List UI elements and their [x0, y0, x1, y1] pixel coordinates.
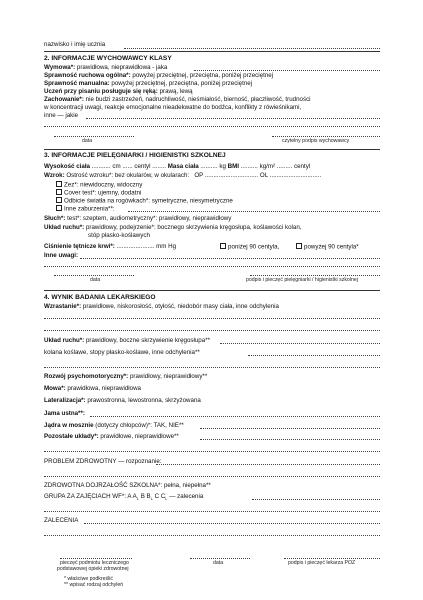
footer-stamp-caption2: podstawowej opieki zdrowotnej	[57, 566, 129, 572]
pe-group-c: C C	[154, 493, 166, 500]
speech4-label: Mowa*:	[44, 385, 66, 392]
recommendations-line1[interactable]	[84, 523, 380, 524]
s3-signature-line[interactable]	[250, 275, 380, 276]
growth-line2[interactable]	[44, 330, 380, 331]
s3-signature-caption: podpis i pieczęć pielęgniarki / higienistki szkolnej	[246, 277, 358, 283]
testes-line[interactable]	[200, 428, 380, 429]
other-systems-label: Pozostałe układy*:	[44, 433, 99, 440]
psychomotor-label: Rozwój psychomotoryczny*:	[44, 373, 129, 380]
strabismus-text: Zez*: niewidoczny, widoczny	[64, 181, 143, 189]
health-problem-line2[interactable]	[44, 476, 380, 477]
musculoskeletal-label: Układ ruchu*:	[44, 224, 85, 231]
growth-options: prawidłowe, niskorosłość, otyłość, niedobór masy ciała, inne odchylenia	[82, 303, 279, 310]
bp-above-box[interactable]	[296, 243, 302, 249]
strabismus-row	[56, 181, 142, 189]
bmi-label: BMI	[227, 163, 239, 170]
pe-group-row	[44, 493, 203, 502]
pe-group-line[interactable]	[252, 499, 380, 500]
footer-date-caption: data	[213, 560, 224, 566]
locomotor-row	[44, 337, 210, 344]
corneal-reflex-text: Odbicie światła na rogówkach*: symetryczne, niesymetryczne	[64, 197, 233, 205]
locomotor-line3[interactable]	[44, 367, 380, 368]
behavior-label: Zachowanie*:	[44, 96, 84, 103]
other-systems-line2[interactable]	[44, 451, 380, 452]
vision-acuity: Ostrość wzroku*: bez okularów, w okularach:	[66, 172, 190, 179]
school-readiness: ZDROWOTNA DOJRZAŁOŚĆ SZKOLNA*: pełna, niepełna**	[44, 482, 211, 489]
height-centyl: centyl	[134, 163, 151, 170]
mass-label: Masa ciała	[167, 163, 199, 170]
locomotor-line2[interactable]	[248, 355, 380, 356]
bp-label: Ciśnienie tętnicze krwi*:	[44, 243, 115, 250]
laterality-row	[44, 397, 201, 404]
student-name-line[interactable]	[124, 48, 380, 49]
motor-general-row	[44, 72, 273, 79]
other-notes-line[interactable]	[80, 258, 380, 259]
footer-stamp-caption1: pieczęć podmiotu leczniczego	[60, 560, 129, 566]
bp-unit: mm Hg	[156, 243, 177, 250]
health-problem-label: PROBLEM ZDROWOTNY — rozpoznanie:	[44, 458, 162, 465]
s3-date-line[interactable]	[54, 275, 134, 276]
pe-group-line2[interactable]	[44, 511, 380, 512]
testes-row	[44, 422, 184, 429]
behavior-row	[44, 96, 311, 103]
speech-options: prawidłowa, nieprawidłowa - jaka	[76, 64, 168, 71]
height-label: Wysokość ciała	[44, 163, 90, 170]
recommendations-line2[interactable]	[44, 535, 380, 536]
pe-group-tail: — zalecenia	[169, 493, 204, 500]
laterality-label: Lateralizacja*:	[44, 397, 86, 404]
student-name-label: nazwisko i imię ucznia	[44, 41, 106, 48]
recommendations-label: ZALECENIA	[44, 517, 79, 524]
locomotor-line1[interactable]	[220, 343, 380, 344]
other-systems-line1[interactable]	[200, 439, 380, 440]
height-unit: cm	[112, 163, 121, 170]
cover-test-box[interactable]	[56, 189, 62, 195]
bp-below-text: poniżej 90 centyla,	[228, 243, 280, 251]
footer-signature-line[interactable]	[284, 558, 380, 559]
section3-heading: 3. INFORMACJE PIELĘGNIARKI / HIGIENISTKI SZKOLNEJ	[44, 152, 226, 159]
bp-below-box[interactable]	[220, 243, 226, 249]
section4-heading: 4. WYNIK BADANIA LEKARSKIEGO	[44, 294, 156, 301]
footer-date-line[interactable]	[190, 558, 250, 559]
s2-date-caption: data	[82, 138, 93, 144]
oral-cavity-label: Jama ustna**:	[44, 410, 85, 417]
other-systems-options: prawidłowe, nieprawidłowe**	[100, 433, 179, 440]
growth-row	[44, 303, 279, 310]
s2-signature-line[interactable]	[272, 136, 380, 137]
manual-row	[44, 80, 252, 87]
musculoskeletal-options: prawidłowy, podejrzenie*: bocznego skrzywienia kręgosłupa, koślawości kolan,	[85, 224, 302, 231]
anthropometry-row: Wysokość ciała ........... cm ...... centyl ........ Masa ciała .......... kg BMI .......... kg/m² ......... centyl	[44, 163, 311, 170]
bp-above	[296, 243, 359, 251]
section2-heading: 2. INFORMACJE WYCHOWAWCY KLASY	[44, 55, 172, 62]
other-systems-row	[44, 433, 179, 440]
strabismus-box[interactable]	[56, 181, 62, 187]
handedness-label: Uczeń przy pisaniu posługuje się ręką:	[44, 88, 158, 95]
other-disorders-box[interactable]	[56, 205, 62, 211]
motor-general-options: powyżej przeciętnej, przeciętna, poniżej przeciętnej	[132, 72, 274, 79]
bmi-unit: kg/m²	[259, 163, 276, 170]
other-notes-label: Inne uwagi:	[44, 252, 79, 259]
bmi-centyl: centyl	[294, 163, 311, 170]
vision-label: Wzrok:	[44, 172, 65, 179]
cover-test-row	[56, 189, 141, 197]
pe-group-text: GRUPA ZA ZAJĘCIACH WF*: A A	[44, 493, 137, 500]
laterality-options: prawostronna, lewostronna, skrzyżowana	[87, 397, 201, 404]
behavior-options-cont: w koncentracji uwagi, reakcje emocjonalne nieadekwatne do bodźca, konflikty z rówieśnikami,	[44, 104, 302, 111]
locomotor-options: prawidłowy, boczne skrzywienie kręgosłupa**	[85, 337, 211, 344]
bp-below	[220, 243, 279, 251]
corneal-reflex-box[interactable]	[56, 197, 62, 203]
other-notes-line2[interactable]	[44, 266, 380, 267]
vision-op: OP	[194, 172, 204, 179]
handedness-row	[44, 88, 193, 95]
pe-group-c-sub: L	[165, 496, 168, 502]
behavior-other-line[interactable]	[86, 118, 380, 119]
locomotor-label: Układ ruchu*:	[44, 337, 85, 344]
health-problem-line1[interactable]	[156, 464, 380, 465]
handedness-options: prawą, lewą	[159, 88, 193, 95]
other-disorders-row	[56, 205, 115, 213]
cover-test-text: Cover test*: ujemny, dodatni	[64, 189, 142, 197]
section3-top-rule	[44, 149, 380, 150]
vision-ol: OL	[259, 172, 268, 179]
s2-date-line[interactable]	[54, 136, 134, 137]
other-disorders-text: Inne zaburzenia**:	[64, 205, 115, 213]
footer-signature-caption: podpis i pieczęć lekarza POZ	[288, 560, 356, 566]
hearing-options: test*: szeptem, audiometryczny*: prawidłowy, nieprawidłowy	[67, 215, 232, 222]
blood-pressure-row: Ciśnienie tętnicze krwi*: ...................... mm Hg	[44, 243, 177, 250]
hearing-row	[44, 215, 231, 222]
behavior-options: nie budzi zastrzeżeń, nadruchliwość, nieśmiałość, bierność, płaczliwość, trudności	[85, 96, 311, 103]
behavior-other-label: inne — jakie	[44, 112, 79, 119]
pe-group-b-sub: L	[150, 496, 153, 502]
growth-label: Wzrastanie*:	[44, 303, 82, 310]
s3-date-caption: data	[90, 277, 101, 283]
pe-group-b: B B	[140, 493, 151, 500]
vision-row: Wzrok: Ostrość wzroku*: bez okularów, w okularach: OP ............................... OL ..............................	[44, 172, 322, 179]
behavior-extra-line[interactable]	[44, 126, 380, 127]
musculoskeletal-cont: stóp płasko-koślawych	[88, 232, 150, 239]
oral-cavity-line[interactable]	[90, 416, 380, 417]
speech4-options: prawidłowa, nieprawidłowa	[67, 385, 141, 392]
corneal-reflex-row	[56, 197, 233, 205]
footnote-underline: * właściwe podkreślić	[64, 576, 114, 582]
motor-general-label: Sprawność ruchowa ogólna*:	[44, 72, 131, 79]
speech4-row	[44, 385, 141, 392]
psychomotor-options: prawidłowy, nieprawidłowy**	[129, 373, 208, 380]
section2-top-rule	[44, 51, 380, 52]
speech-row	[44, 64, 167, 71]
testes-label: Jądra w mosznie	[44, 422, 94, 429]
mass-unit: kg	[219, 163, 226, 170]
hearing-label: Słuch*:	[44, 215, 66, 222]
bp-above-text: powyżej 90 centyla*	[304, 243, 359, 251]
manual-label: Sprawność manualna:	[44, 80, 110, 87]
speech-fill-line[interactable]	[194, 70, 380, 71]
psychomotor-row	[44, 373, 207, 380]
section4-top-rule	[44, 290, 380, 291]
footer-stamp-line[interactable]	[60, 558, 132, 559]
s2-signature-caption: czytelny podpis wychowawcy	[282, 138, 350, 144]
growth-line1[interactable]	[44, 318, 380, 319]
pe-group-a-sub: L	[136, 496, 139, 502]
manual-options: powyżej przeciętnej, przeciętna, poniżej przeciętnej	[111, 80, 253, 87]
testes-options: (dotyczy chłopców)*: TAK, NIE**	[95, 422, 184, 429]
locomotor-cont: kolana koślawe, stopy płasko-koślawe, inne odchylenia**	[44, 349, 200, 356]
footnote-deviations: ** wpisać rodzaj odchyleń	[64, 582, 124, 588]
musculoskeletal-row	[44, 224, 302, 231]
other-disorders-line[interactable]	[128, 211, 380, 212]
speech-label: Wymowa*:	[44, 64, 76, 71]
